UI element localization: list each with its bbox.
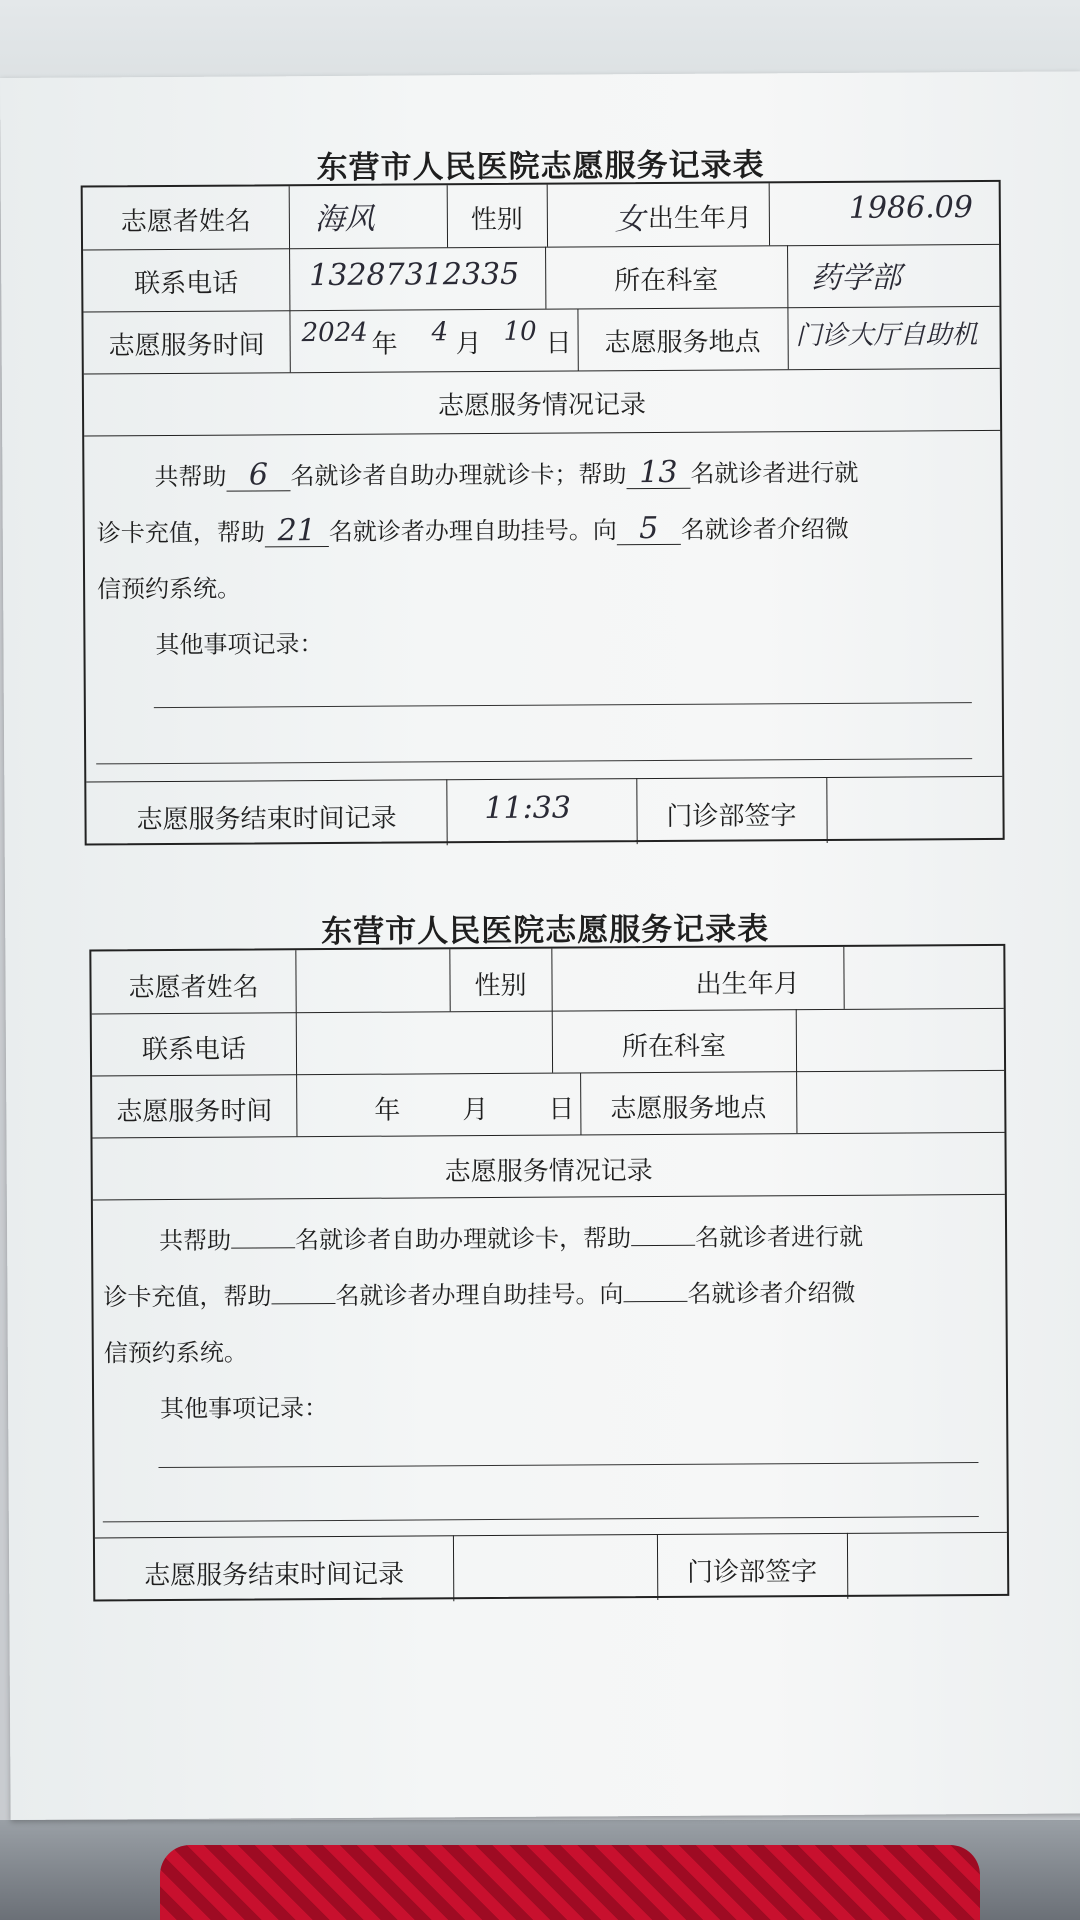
label-month-unit: 月 xyxy=(462,1095,489,1126)
label-situation: 志愿服务情况记录 xyxy=(437,390,647,422)
value-end-time[interactable]: 11:33 xyxy=(484,790,572,827)
label-year-unit: 年 xyxy=(371,329,398,360)
other-write-line-2[interactable] xyxy=(96,758,972,764)
count-card[interactable] xyxy=(231,1217,295,1248)
count-wechat[interactable] xyxy=(623,1271,687,1302)
other-write-line-1[interactable] xyxy=(158,1462,978,1468)
label-name: 志愿者姓名 xyxy=(128,972,259,1004)
label-other: 其他事项记录： xyxy=(160,1394,329,1424)
label-service-time: 志愿服务时间 xyxy=(116,1096,273,1128)
value-dept[interactable]: 药学部 xyxy=(811,260,902,297)
label-phone: 联系电话 xyxy=(134,268,239,300)
count-card[interactable]: 6 xyxy=(226,460,290,491)
label-gender: 性别 xyxy=(470,204,523,236)
label-situation: 志愿服务情况记录 xyxy=(444,1156,653,1188)
value-place[interactable]: 门诊大厅自助机 xyxy=(795,320,978,352)
paragraph-line-2: 诊卡充值，帮助 21 名就诊者办理自助挂号。向 5 名就诊者介绍微 xyxy=(96,510,849,549)
label-month-unit: 月 xyxy=(455,329,482,360)
label-day-unit: 日 xyxy=(548,1094,575,1125)
count-recharge[interactable] xyxy=(631,1215,695,1246)
label-service-time: 志愿服务时间 xyxy=(108,330,265,362)
label-dept: 所在科室 xyxy=(621,1031,727,1063)
label-end-time: 志愿服务结束时间记录 xyxy=(136,803,397,836)
paragraph-line-3: 信预约系统。 xyxy=(97,574,242,604)
other-write-line-1[interactable] xyxy=(154,702,972,708)
value-month[interactable]: 4 xyxy=(431,317,449,348)
label-sign: 门诊部签字 xyxy=(687,1557,818,1588)
paragraph-line-1: 共帮助 6 名就诊者自助办理就诊卡；帮助 13 名就诊者进行就 xyxy=(154,454,859,493)
paper-sheet xyxy=(0,71,1080,1820)
label-dept: 所在科室 xyxy=(614,265,719,297)
value-year[interactable]: 2024 xyxy=(301,317,368,349)
label-birth: 出生年月 xyxy=(695,969,800,1000)
other-write-line-2[interactable] xyxy=(103,1516,979,1522)
paragraph-line-1: 共帮助 名就诊者自助办理就诊卡，帮助 名就诊者进行就 xyxy=(159,1209,863,1269)
red-basket xyxy=(160,1845,980,1920)
paragraph-line-3: 信预约系统。 xyxy=(103,1338,248,1368)
value-day[interactable]: 10 xyxy=(503,316,537,347)
count-register[interactable] xyxy=(271,1273,335,1304)
label-service-place: 志愿服务地点 xyxy=(610,1093,767,1125)
label-phone: 联系电话 xyxy=(141,1034,247,1066)
label-end-time: 志愿服务结束时间记录 xyxy=(144,1559,405,1592)
form-table xyxy=(89,944,1009,1602)
paragraph-line-2: 诊卡充值，帮助 名就诊者办理自助挂号。向 名就诊者介绍微 xyxy=(103,1265,855,1326)
label-year-unit: 年 xyxy=(374,1095,401,1126)
label-service-place: 志愿服务地点 xyxy=(604,327,761,359)
form-table xyxy=(81,180,1005,846)
value-birth[interactable]: 1986.09 xyxy=(848,190,973,226)
count-recharge[interactable]: 13 xyxy=(626,458,690,489)
count-register[interactable]: 21 xyxy=(265,516,329,547)
form-title: 东营市人民医院志愿服务记录表 xyxy=(316,147,765,187)
form-title: 东营市人民医院志愿服务记录表 xyxy=(321,911,770,951)
label-other: 其他事项记录： xyxy=(155,630,324,660)
label-gender: 性别 xyxy=(474,970,527,1002)
label-day-unit: 日 xyxy=(545,328,572,359)
value-gender[interactable]: 女 xyxy=(614,202,645,238)
value-name[interactable]: 海风 xyxy=(314,201,375,238)
value-phone[interactable]: 13287312335 xyxy=(309,256,520,294)
label-name: 志愿者姓名 xyxy=(120,206,251,238)
label-birth: 出生年月 xyxy=(647,203,752,235)
count-wechat[interactable]: 5 xyxy=(617,514,681,545)
label-sign: 门诊部签字 xyxy=(666,801,797,832)
